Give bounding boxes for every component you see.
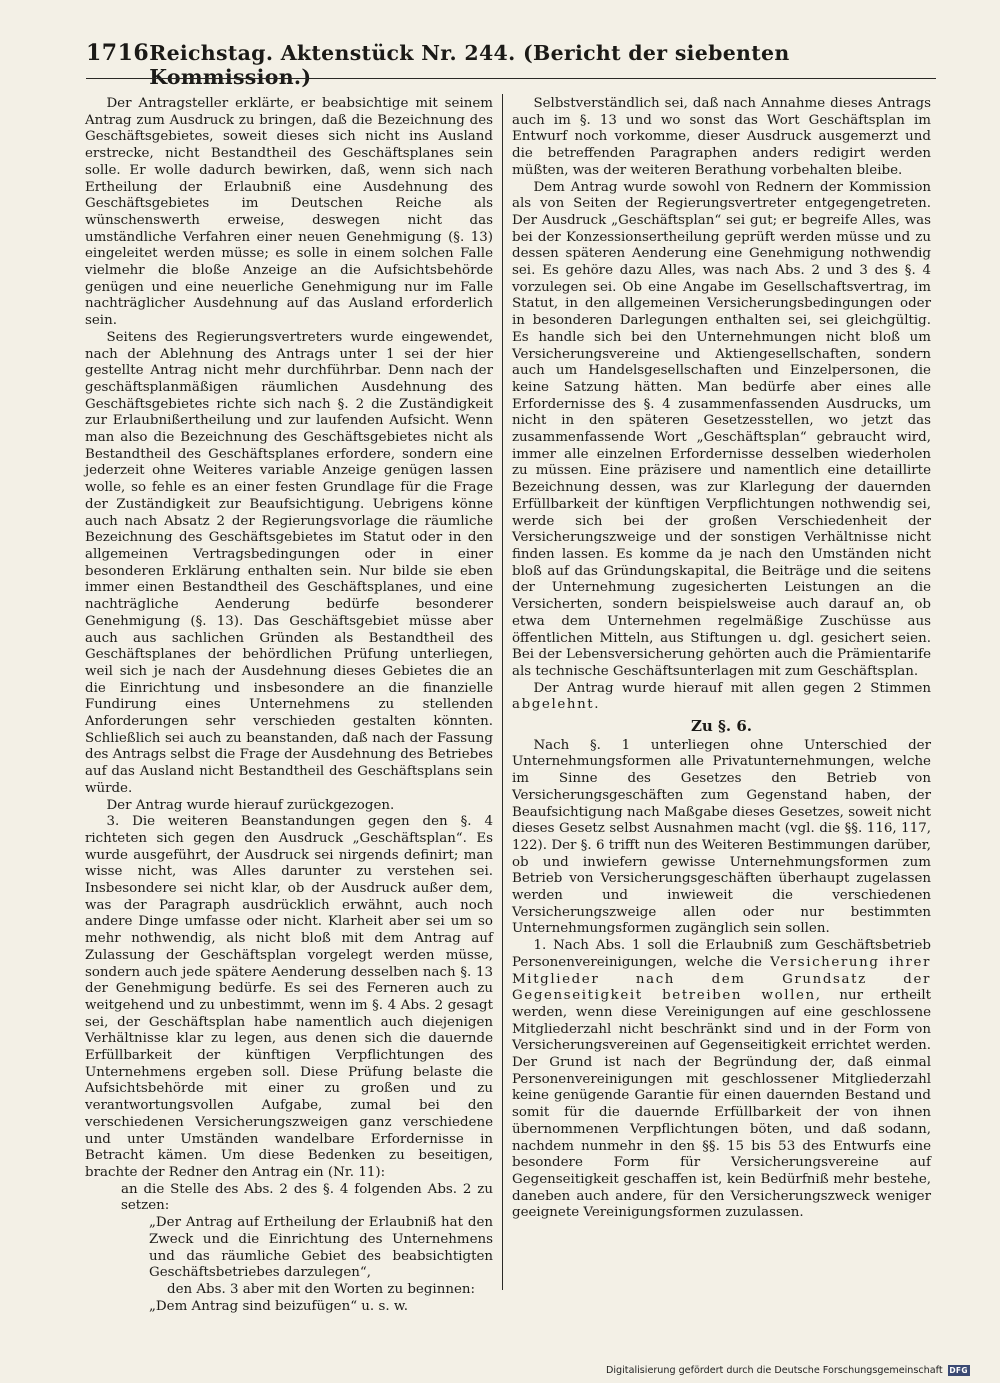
paragraph: Selbstverständlich sei, daß nach Annahme dieses Antrags auch im §. 13 und wo sonst das Wort Geschäftsplan im Entwurf noch vorkomme, dieser Ausdruck ausgemerzt und die betreffenden Paragraphen anders redigirt werden müßten, was der weiteren Berathung vorbehalten bleibe. — [512, 96, 931, 178]
left-column — [85, 96, 493, 1315]
paragraph: Nach §. 1 unterliegen ohne Unterschied der Unternehmungsformen alle Privatunternehmungen, welche im Sinne des Gesetzes den Betrieb von Versicherungsgeschäften zum Gegenstand haben, der Beaufsichtigung nach Maßgabe dieses Gesetzes, soweit nicht dieses Gesetz selbst Ausnahmen macht (vgl. die §§. 116, 117, 122). Der §. 6 trifft nun des Weiteren Bestimmungen darüber, ob und inwiefern gewisse Unternehmungsformen zum Betrieb von Versicherungsgeschäften überhaupt zugelassen werden und inwieweit die verschiedenen Versicherungszweige allen oder nur bestimmten Unternehmungsformen zugänglich sein sollen. — [512, 737, 931, 937]
proposal-continuation: „Dem Antrag sind beizufügen“ u. s. w. — [149, 1298, 408, 1314]
paragraph — [512, 938, 931, 1222]
funding-credit: Digitalisierung gefördert durch die Deutsche Forschungsgemeinschaft — [606, 1365, 943, 1376]
paragraph: Der Antragsteller erklärte, er beabsichtige mit seinem Antrag zum Ausdruck zu bringen, daß die Bezeichnung des Geschäftsgebietes, soweit dieses sich nicht ins Ausland erstrecke, nicht Bestandtheil des Geschäftsplanes sein solle. Er wolle dadurch bewirken, daß, wenn sich nach Ertheilung der Erlaubniß eine Ausdehnung des Geschäftsgebietes im Deutschen Reiche als wünschenswerth erweise, deswegen nicht das umständliche Verfahren einer neuen Genehmigung (§. 13) eingeleitet werden müsse; es solle in einem solchen Falle vielmehr die bloße Anzeige an die Aufsichtsbehörde genügen und eine neuerliche Genehmigung nur im Falle nachträglicher Ausdehnung auf das Ausland erforderlich sein. — [85, 96, 493, 329]
column-divider — [502, 94, 503, 1290]
paragraph: Dem Antrag wurde sowohl von Rednern der Kommission als von Seiten der Regierungsvertreter entgegengetreten. Der Ausdruck „Geschäftsplan“ sei gut; er begreife Alles, was bei der Konzessionsertheilung geprüft werden müsse und zu dessen späteren Aenderung eine Genehmigung nothwendig sei. Es gehöre dazu Alles, was nach Abs. 2 und 3 des §. 4 vorzulegen sei. Ob eine Angabe im Gesellschaftsvertrag, im Statut, in den allgemeinen Versicherungsbedingungen oder in besonderen Darlegungen enthalten sei, sei gleichgültig. Es handle sich bei den Unternehmungen nicht bloß um Versicherungsvereine und Aktiengesellschaften, sondern auch um Handelsgesellschaften und Einzelpersonen, die keine Satzung hätten. Man bedürfe aber eines alle Erfordernisse des §. 4 zusammenfassenden Ausdrucks, um nicht in den späteren Gesetzesstellen, wo jetzt das zusammenfassende Wort „Geschäftsplan“ gebraucht wird, immer alle einzelnen Erfordernisse desselben wiederholen zu müssen. Eine präzisere und namentlich eine detaillirte Bezeichnung dessen, was zur Klarlegung der dauernden Erfüllbarkeit der künftigen Verpflichtungen nothwendig sei, werde sich bei der großen Verschiedenheit der Versicherungszweige und der sonstigen Verhältnisse nicht finden lassen. Es komme da je nach den Umständen nicht bloß auf das Gründungskapital, die Beiträge und die seitens der Unternehmung zugesicherten Leistungen an die Versicherten, sondern beispielsweise auch darauf an, ob etwa dem Unternehmen regelmäßige Zuschüsse aus öffentlichen Mitteln, aus Stiftungen u. dgl. gesichert seien. Bei der Lebensversicherung gehörten auch die Prämientarife als technische Geschäftsunterlagen mit zum Geschäftsplan. — [512, 179, 931, 679]
paragraph: Der Antrag wurde hierauf zurückgezogen. — [106, 797, 395, 813]
paragraph-end: nur ertheilt werden, wenn diese Vereinigungen auf eine geschlossene Mitgliederzahl nicht beschränkt sind und in der Form von Versicherungsvereinen auf Gegenseitigkeit errichtet werden. Der Grund ist nach der Begründung der, daß einmal Personenvereinigungen mit geschlossener Mitgliederzahl keine genügende Garantie für einen dauernden Bestand und somit für die dauernde Erfüllbarkeit der von ihnen übernommenen Verpflichtungen böten, und daß sodann, nachdem nunmehr in den §§. 15 bis 53 des Entwurfs eine besondere Form für Versicherungsvereine auf Gegenseitigkeit geschaffen ist, kein Bedürfniß mehr bestehe, daneben auch andere, für den Versicherungszweck weniger geeignete Vereinigungsformen zuzulassen. — [512, 988, 932, 1221]
section-heading: Zu §. 6. — [690, 717, 753, 736]
vote-text: Der Antrag wurde hierauf mit allen gegen 2 Stimmen — [533, 680, 931, 696]
proposal-intro: an die Stelle des Abs. 2 des §. 4 folgenden Abs. 2 zu setzen: — [121, 1181, 493, 1214]
page-header — [86, 40, 936, 89]
vote-outcome: abgelehnt. — [512, 697, 601, 713]
header-rule — [86, 78, 936, 79]
paragraph-start: 1. Nach Abs. 1 soll die Erlaubniß zum Geschäftsbetrieb Personenvereinigungen, welche die — [512, 938, 931, 970]
page-number: 1716 — [86, 40, 150, 66]
proposal-continuation: den Abs. 3 aber mit den Worten zu beginnen: — [167, 1281, 476, 1297]
vote-result — [512, 681, 931, 714]
proposal-quote: „Der Antrag auf Ertheilung der Erlaubniß hat den Zweck und die Einrichtung des Unternehmens und das räumliche Gebiet des beabsichtigten Geschäftsbetriebes darzulegen“, — [149, 1215, 493, 1281]
dfg-logo: DFG — [949, 1366, 968, 1375]
running-title: Reichstag. Aktenstück Nr. 244. (Bericht der siebenten Kommission.) — [149, 41, 790, 89]
spaced-emphasis: Versicherung ihrer Mitglieder nach dem Grundsatz der Gegenseitigkeit betreiben wollen, — [512, 954, 931, 1004]
paragraph: Seitens des Regierungsvertreters wurde eingewendet, nach der Ablehnung des Antrags unter 1 sei der hier gestellte Antrag nicht mehr durchführbar. Denn nach der geschäftsplanmäßigen räumlichen Ausdehnung des Geschäftsgebietes richte sich nach §. 2 die Zuständigkeit zur Erlaubnißertheilung und zur laufenden Aufsicht. Wenn man also die Bezeichnung des Geschäftsgebietes nicht als Bestandtheil des Geschäftsplanes erfordere, sondern eine jederzeit ohne Weiteres variable Anzeige genügen lassen wolle, so fehle es an einer festen Grundlage für die Frage der Zuständigkeit zur Beaufsichtigung. Uebrigens könne auch nach Absatz 2 der Regierungsvorlage die räumliche Bezeichnung des Geschäftsgebietes im Statut oder in den allgemeinen Vertragsbedingungen oder in einer besonderen Erklärung enthalten sein. Nur bilde sie eben immer einen Bestandtheil des Geschäftsplanes, und eine nachträgliche Aenderung bedürfe besonderer Genehmigung (§. 13). Das Geschäftsgebiet müsse aber auch aus sachlichen Gründen als Bestandtheil des Geschäftsplanes der behördlichen Prüfung unterliegen, weil sich je nach der Ausdehnung dieses Gebietes die an die Einrichtung und insbesondere an die finanzielle Fundirung eines Unternehmens zu stellenden Anforderungen sehr verschieden gestalten könnten. Schließlich sei auch zu beanstanden, daß nach der Fassung des Antrags selbst die Frage der Ausdehnung des Betriebes auf das Ausland nicht Bestandtheil des Geschäftsplans sein würde. — [85, 329, 493, 796]
paragraph: 3. Die weiteren Beanstandungen gegen den §. 4 richteten sich gegen den Ausdruck „Geschäftsplan“. Es wurde ausgeführt, der Ausdruck sei nirgends definirt; man wisse nicht, was Alles darunter zu verstehen sei. Insbesondere sei nicht klar, ob der Ausdruck außer dem, was der Paragraph ausdrücklich erwähnt, auch noch andere Dinge umfasse oder nicht. Klarheit aber sei um so mehr nothwendig, als nicht bloß mit dem Antrag auf Zulassung der Geschäftsplan vorgelegt werden müsse, sondern auch jede spätere Aenderung desselben nach §. 13 der Genehmigung bedürfe. Es sei des Ferneren auch zu weitgehend und zu unbestimmt, wenn im §. 4 Abs. 2 gesagt sei, der Geschäftsplan habe namentlich auch diejenigen Verhältnisse klar zu legen, aus denen sich die dauernde Erfüllbarkeit der künftigen Verpflichtungen des Unternehmens ergeben soll. Diese Prüfung belaste die Aufsichtsbehörde mit einer zu großen und zu verantwortungsvollen Aufgabe, zumal bei den verschiedenen Versicherungszweigen ganz verschiedene und unter Umständen wandelbare Erfordernisse in Betracht kämen. Um diese Bedenken zu beseitigen, brachte der Redner den Antrag ein (Nr. 11): — [85, 814, 493, 1180]
right-column — [512, 96, 931, 1222]
digitization-footer — [606, 1365, 970, 1376]
